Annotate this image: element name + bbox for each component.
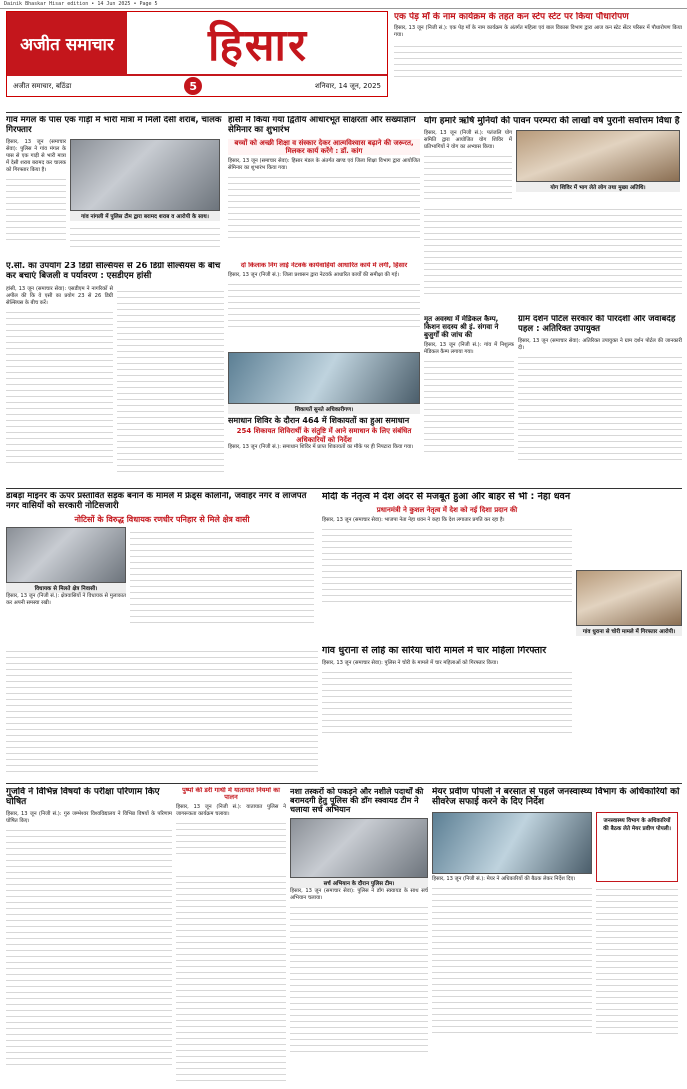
article-medical	[424, 315, 514, 485]
body: हिसार, 13 जून (निजी सं.): पतंजलि योग समिति द्वारा आयोजित योग शिविर में प्रतिभागियों ने योग का अभ्यास किया।	[424, 130, 512, 151]
article-samadhan	[228, 352, 420, 484]
subheadline: 254 शिकायत शिविरार्थी के संतुष्टि में आने समाधान के लिए संबंधित अधिकारियों को निर्देश	[236, 427, 412, 444]
body: हिसार, 13 जून (समाचार सेवा): पुलिस ने चोरी के मामले में चार महिलाओं को गिरफ्तार किया।	[322, 659, 499, 666]
caption: योग शिविर में भाग लेते लोग तथा मुख्य अतिथि।	[516, 182, 680, 192]
headline: मोदी के नेतृत्व में देश अंदर से मजबूत हुआ और बाहर से भी : नेहा धवन	[322, 492, 571, 502]
body: हिसार, 13 जून (निजी सं.): क्षेत्रवासियों ने विधायक से मुलाकात कर अपनी समस्या रखी।	[6, 593, 126, 607]
article-filler	[6, 646, 318, 780]
photo-yoga	[516, 130, 680, 182]
caption: जनस्वास्थ्य विभाग के अधिकारियों की बैठक लेते मेयर प्रवीण पोपली।	[599, 815, 675, 833]
page-number: 5	[184, 77, 202, 95]
headline: गांव धुराना से लोहे का सरिया चोरी मामले में चार महिला गिरफ्तार	[322, 646, 547, 656]
headline: गुजवि ने विभिन्न विषयों के परीक्षा परिणाम किए घोषित	[6, 787, 160, 808]
body: हिसार, 13 जून (निजी सं.): गुरु जम्भेश्वर विश्वविद्यालय ने विभिन्न विषयों के परिणाम घोषित किए।	[6, 810, 172, 824]
body: हिसार, 13 जून (समाचार सेवा): अतिरिक्त उपायुक्त ने ग्राम दर्शन पोर्टल की जानकारी दी।	[518, 337, 682, 351]
photo-liquor	[70, 139, 220, 211]
headline: दो किलाक निग लाई नेटवर्क कार्यवाहियों आधारित कार्य में लगी, हिसार	[240, 262, 408, 269]
caption: शिकायतें सुनते अधिकारीगण।	[228, 404, 420, 414]
body: हिसार, 13 जून (निजी सं.): समाधान शिविर में प्राप्त शिकायतों का मौके पर ही निपटारा किया गया।	[228, 443, 414, 450]
body: हिसार, 13 जून (निजी सं.): जिला प्रशासन द्वारा नेटवर्क आधारित कार्यों की समीक्षा की गई।	[228, 272, 399, 279]
headline: समाधान शिविर के दौरान 464 में शिकायतों का हुआ समाधान	[228, 416, 410, 425]
body: हिसार, 13 जून (समाचार सेवा): हिसार मंडल के अंतर्गत खण्ड एवं जिला शिक्षा विभाग द्वारा आयोजित सेमिनार का शुभारंभ किया गया।	[228, 158, 420, 248]
article-yoga	[424, 116, 682, 311]
subheadline: प्रधानमंत्री ने कुशल नेतृत्व में देश को नई दिशा प्रदान की	[376, 505, 518, 514]
headline: गांव मंगल के पास एक गाड़ी में भारी मात्रा में मिली देसी शराब, चालक गिरफ्तार	[6, 116, 222, 135]
masthead	[6, 11, 388, 97]
body: हिसार, 13 जून (निजी सं.): मेयर ने अधिकारियों की बैठक लेकर निर्देश दिए।	[432, 875, 576, 882]
photo-samadhan	[228, 352, 420, 404]
headline: मेयर प्रवीण पोपली ने बरसात से पहले जनस्वास्थ्य विभाग के अधिकारियों को सीवरेज सफाई करने के दिए निर्देश	[432, 787, 680, 808]
photo-mayor	[432, 812, 592, 874]
article-liquor	[6, 116, 224, 256]
body: हिसार, 13 जून (निजी सं.): यातायात पुलिस ने जागरूकता कार्यक्रम चलाया।	[176, 803, 286, 817]
caption: गांव धुराना से चोरी मामले में गिरफ्तार आरोपी।	[576, 626, 682, 636]
body: हिसार, 13 जून (समाचार सेवा): भाजपा नेता नेहा धवन ने कहा कि देश लगातार प्रगति कर रहा है।	[322, 517, 505, 524]
article-dabra	[6, 492, 318, 642]
article-ac	[6, 262, 224, 484]
print-strip: Dainik Bhaskar Hisar edition • 14 Jun 2025 • Page 5	[0, 0, 687, 9]
article-gramdarshan	[518, 315, 682, 485]
body: हांसी, 13 जून (समाचार सेवा): एसडीएम ने नागरिकों से अपील की कि वे एसी का प्रयोग 23 से 26 डिग्री सेल्सियस के बीच करें।	[6, 285, 113, 306]
date-text: शनिवार, 14 जून, 2025	[315, 81, 381, 90]
headline: नशा तस्करों को पकड़ने और नशीले पदार्थों की बरामदगी हेतु पुलिस की डॉग स्क्वायड टीम ने चलाया सर्च अभियान	[290, 787, 424, 815]
city-title: हिसार	[129, 12, 387, 74]
headline: योग हमारे ऋषि मुनियों की पावन परम्परा की लाखों वर्ष पुरानी सर्वोत्तम विधा है	[424, 116, 680, 126]
article-mayor	[432, 787, 682, 1083]
headline: ग्राम दर्शन पोर्टल सरकार की पारदर्शी और जवाबदेह पहल : अतिरिक्त उपायुक्त	[518, 315, 676, 334]
brand-logo: अजीत समाचार	[7, 12, 129, 74]
article-traffic	[176, 787, 286, 867]
body: हिसार, 13 जून (निजी सं.): गांव में निशुल्क मेडिकल कैम्प लगाया गया।	[424, 342, 514, 356]
headline: पुष्पों की डरी गाथी में यातायात नियमों का पालन	[182, 787, 280, 802]
article-seminar	[228, 116, 420, 256]
caption: सर्च अभियान के दौरान पुलिस टीम।	[290, 878, 428, 888]
subheadline: नोटिसों के विरुद्ध विधायक रणधीर पनिहार से मिले क्षेत्र वासी	[74, 514, 250, 524]
masthead-strip	[7, 74, 387, 96]
body: हिसार, 13 जून (निजी सं.): एक पेड़ माँ के नाम कार्यक्रम के अंतर्गत महिला एवं बाल विकास विभाग द्वारा आज कन स्टेट सेंटर परिसर में पौधारोपण किया गया।	[394, 25, 682, 93]
photo-dabra	[6, 527, 126, 583]
photo-dhurana	[576, 570, 682, 626]
body: हिसार, 13 जून (समाचार सेवा): पुलिस ने डॉग स्क्वायड के साथ सर्च अभियान चलाया।	[290, 887, 428, 901]
article-modi	[322, 492, 572, 642]
article-topright	[394, 12, 682, 110]
caption: विधायक से मिलते क्षेत्र निवासी।	[6, 583, 126, 593]
article-gujvi	[6, 787, 172, 1083]
caption: गांव नांगली में पुलिस टीम द्वारा बरामद शराब व आरोपी के साथ।	[70, 211, 220, 221]
photo-dogsquad	[290, 818, 428, 878]
subheadline: बच्चों को अच्छी शिक्षा व संस्कार देकर आत्मविश्वास बढ़ाने की जरूरत, मिलकर कार्य करेंगे : डॉ. कांग	[228, 139, 420, 156]
headline: ए.सी. का उपयोग 23 डिग्री सेल्सियस से 26 डिग्री सेल्सियस के बीच कर बचाएं बिजली व पर्यावरण : एसडीएम हांसी	[6, 262, 221, 281]
article-dhurana-text	[322, 646, 682, 780]
headline: मृत अवस्था में मेडिकल कैम्प, किशन सदस्य श्री इं. संगवा ने बुजुर्गों की जांच की	[424, 315, 499, 340]
article-network	[228, 262, 420, 348]
article-dogsquad-cont	[176, 871, 286, 1083]
headline: डाबड़ा माइनर के ऊपर प्रस्तावित सड़क बनाने के मामले में फ्रेंड्स कॉलोनी, जवाहर नगर व लाजपत नगर वासियों को सरकारी नोटिसजारी	[6, 492, 307, 511]
headline: एक पेड़ माँ के नाम कार्यक्रम के तहत कन स्टेप स्टेट पर किया पौधारोपण	[394, 12, 629, 22]
body: हिसार, 13 जून (समाचार सेवा): पुलिस ने गांव मंगल के पास से एक गाड़ी से भारी मात्रा में देसी शराब बरामद कर चालक को गिरफ्तार किया है।	[6, 139, 66, 247]
edition-text: अजीत समाचार, बठिंडा	[13, 81, 72, 90]
article-dogsquad	[290, 787, 428, 1083]
headline: हांसी में किया गया द्वितीय आधारभूत साक्षरता और संख्याज्ञान सेमिनार का शुभारंभ	[228, 116, 416, 135]
